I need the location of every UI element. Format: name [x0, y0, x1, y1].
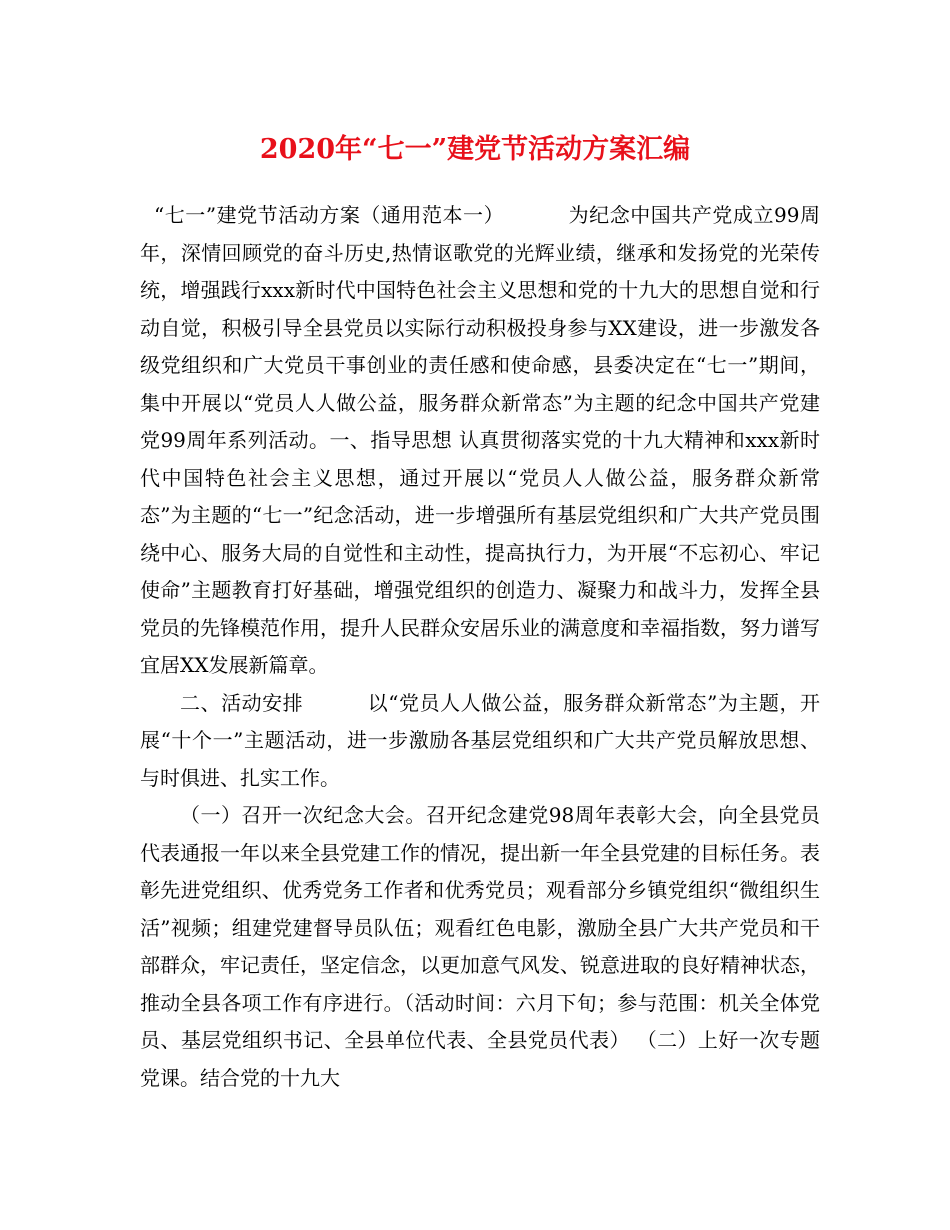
document-title: 2020年“七一”建党节活动方案汇编 [259, 134, 691, 165]
paragraph-activity-arrangement [140, 685, 820, 798]
paragraph-intro-lead: “七一”建党节活动方案（通用范本一） [154, 203, 505, 227]
document-body [140, 197, 820, 1097]
paragraph-intro [140, 197, 820, 685]
paragraph-intro-text: 为纪念中国共产党成立99周年，深情回顾党的奋斗历史,热情讴歌党的光辉业绩，继承和发扬党的光荣传统，增强践行xxx新时代中国特色社会主义思想和党的十九大的思想自觉和行动自觉，积极引导全县党员以实际行动积极投身参与XX建设，进一步激发各级党组织和广大党员干事创业的责任感和使命感，县委决定在“七一”期间，集中开展以“党员人人做公益，服务群众新常态”为主题的纪念中国共产党建党99周年系列活动。一、指导思想 认真贯彻落实党的十九大精神和xxx新时代中国特色社会主义思想，通过开展以“党员人人做公益，服务群众新常态”为主题的“七一”纪念活动，进一步增强所有基层党组织和广大共产党员围绕中心、服务大局的自觉性和主动性，提高执行力，为开展“不忘初心、牢记使命”主题教育打好基础，增强党组织的创造力、凝聚力和战斗力，发挥全县党员的先锋模范作用，提升人民群众安居乐业的满意度和幸福指数，努力谱写宜居XX发展新篇章。 [140, 203, 820, 677]
paragraph-commemoration-text: （一）召开一次纪念大会。召开纪念建党98周年表彰大会，向全县党员代表通报一年以来全县党建工作的情况，提出新一年全县党建的目标任务。表彰先进党组织、优秀党务工作者和优秀党员；观看部分乡镇党组织“微组织生活”视频；组建党建督导员队伍；观看红色电影，激励全县广大共产党员和干部群众，牢记责任，坚定信念，以更加意气风发、锐意进取的良好精神状态，推动全县各项工作有序进行。（活动时间：六月下旬；参与范围：机关全体党员、基层党组织书记、全县单位代表、全县党员代表） （二）上好一次专题党课。结合党的十九大 [140, 803, 820, 1090]
paragraph-activity-lead: 二、活动安排 [180, 690, 304, 715]
paragraph-commemoration-meeting [140, 797, 820, 1097]
paragraph-activity-text: 以“党员人人做公益，服务群众新常态”为主题，开展“十个一”主题活动，进一步激励各基层党组织和广大共产党员解放思想、与时俱进、扎实工作。 [140, 690, 820, 790]
